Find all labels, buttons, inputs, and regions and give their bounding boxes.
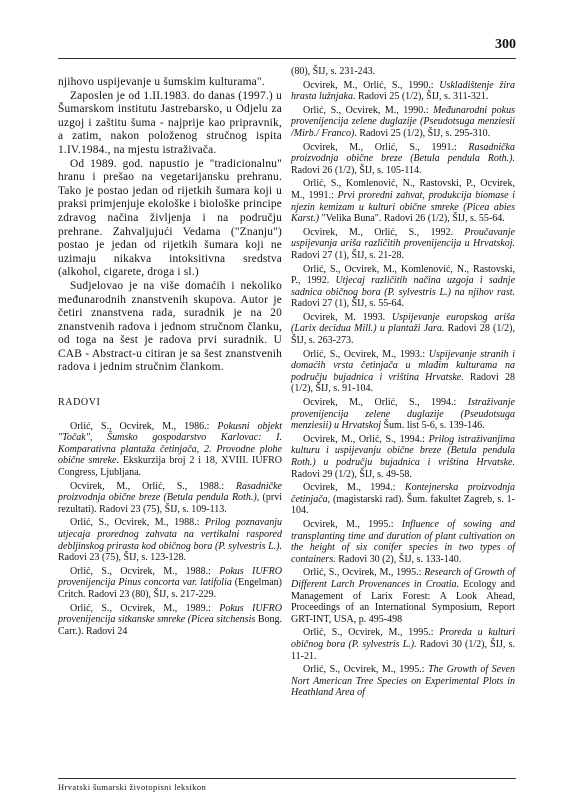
reference-author: Ocvirek, M., 1995.:: [303, 518, 402, 530]
reference-title: Prilog poznavanju utjecaja prorednog zahvata na vertikalni raspored debljinskog prirasta kod običnog bora (P. sylvestris L.).: [58, 517, 282, 552]
reference-entry: [291, 567, 515, 625]
reference-author: Ocvirek, M., Orlić, S., 1991.:: [303, 141, 469, 153]
section-heading: RADOVI: [58, 397, 101, 409]
right-column: [291, 66, 515, 699]
reference-details: Radovi 30 (1/2), ŠIJ, s. 11-21.: [291, 638, 515, 662]
reference-author: Orlić, S., Ocvirek, M., 1995.:: [303, 664, 429, 676]
reference-details: Radovi 27 (1), ŠIJ, s. 21-28.: [291, 249, 405, 261]
reference-title: Pokus IUFRO provenijencija Pinus concorta var. latifolia: [58, 565, 282, 589]
header-rule: [58, 58, 516, 59]
reference-author: Orlić, S., Ocvirek, M., 1988.:: [70, 565, 220, 577]
reference-details: Ekskurzija broj 2 i 18, XVIII. IUFRO Congress, Ljubljana.: [58, 455, 283, 479]
reference-entry: [291, 66, 515, 78]
reference-entry: [291, 349, 515, 395]
reference-author: Ocvirek, M. 1993.: [303, 311, 392, 323]
reference-author: Orlić, S., Ocvirek, M., 1990.:: [303, 104, 434, 116]
reference-details: Radovi 28 (1/2), ŠIJ, s. 91-104.: [291, 371, 515, 395]
reference-title: Pokus IUFRO provenijencija sitkanske smreke (Picea sitchensis: [58, 602, 282, 626]
reference-author: Orlić, S., Ocvirek, M., 1986.:: [70, 420, 218, 432]
left-column: [58, 76, 282, 637]
reference-details: (prvi rezultati). Radovi 23 (75), ŠIJ, s. 109-113.: [58, 492, 282, 515]
reference-details: Radovi 27 (1), ŠIJ, s. 55-64.: [291, 298, 405, 310]
reference-author: Orlić, S., Ocvirek, M., 1993.:: [303, 348, 429, 360]
bio-paragraph: Zaposlen je od 1.II.1983. do danas (1997.) u Šumarskom institutu Jastrebarsko, u Odjelu za uzgoj i zaštitu šuma - najprije kao pripravnik, a zatim, nakon položenog stručnog ispita 1.IV.1984., na mjestu istraživača.: [58, 89, 282, 156]
reference-title: Rasadničke proizvodnja obične breze (Betula pendula Roth.),: [58, 480, 282, 504]
reference-author: Orlić, S., Komlenović, N., Rastovski, P., Ocvirek, M., 1991.:: [291, 178, 515, 201]
reference-details: Radovi 28 (1/2), ŠIJ, s. 263-273.: [291, 323, 515, 347]
reference-entry: [291, 434, 515, 480]
reference-title: Istraživanje provenijencija zelene duglazije (Pseudotsuga menziesii) u Hrvatskoj: [291, 397, 515, 432]
reference-details: Radovi 25 (1/2), ŠIJ, s. 311-321.: [355, 91, 489, 103]
reference-title: Influence of sowing and transplanting time and duration of plant cultivation on the height of six conifer species in two types of containers.: [291, 518, 515, 565]
reference-details: (magistarski rad). Šum. fakultet Zagreb, s. 1-104.: [291, 493, 515, 517]
reference-title: Proučavanje uspijevanja ariša različitih provenijencija u Hrvatskoj.: [291, 226, 515, 250]
reference-details: "Velika Buna". Radovi 26 (1/2), ŠIJ, s. 55-64.: [319, 213, 505, 225]
reference-author: Ocvirek, M., 1994.:: [303, 482, 405, 494]
reference-entry: [291, 519, 515, 565]
reference-entry: [58, 566, 282, 601]
reference-title: Uspijevanje stranih i domaćih vrsta četinjača u mlađim kulturama na području bujadnica i vriština Hrvatske.: [291, 348, 515, 383]
reference-title: Proreda u kulturi običnog bora (P. sylvestris L.).: [291, 627, 515, 650]
reference-author: Orlić, S., Ocvirek, M., 1995.:: [303, 627, 440, 639]
bio-paragraph: Od 1989. god. napustio je "tradicionalnu" hranu i prešao na vegetarijansku prehranu. Tako je postao jedan od rijetkih šumara koji u praksi primjenjuje ekološke i biološke principe zdravog načina življenja i na području prehrane. Zahvaljujući Vedama ("Znanju") postao je jedan od rijetkih šumara koji ne uzimaju nikakva intoksitivna sredstva (alkohol, cigarete, droga i sl.): [58, 157, 282, 279]
reference-details: (Engelman) Critch. Radovi 23 (80), ŠIJ, s. 217-229.: [58, 577, 282, 600]
reference-author: Orlić, S., Ocvirek, M., 1988.:: [70, 517, 205, 529]
reference-entry: [291, 397, 515, 432]
reference-details: Šum. list 5-6, s. 139-146.: [381, 420, 485, 432]
page-number: 300: [495, 37, 516, 52]
reference-details: Radovi 30 (2), ŠIJ, s. 133-140.: [335, 553, 462, 565]
reference-entry: [291, 312, 515, 347]
reference-title: Rasadnička proizvodnja obične breze (Betula pendula Roth.).: [291, 141, 515, 165]
reference-title: Uskladištenje žira hrasta lužnjaka.: [291, 79, 515, 103]
bio-paragraph: njihovo uspijevanje u šumskim kulturama".: [58, 76, 265, 88]
reference-details: Radovi 25 (1/2), ŠIJ, s. 295-310.: [356, 127, 491, 139]
reference-entry: [58, 517, 282, 563]
reference-entry: [58, 603, 282, 638]
reference-entry: [291, 105, 515, 140]
reference-title: Međunarodni pokus provenijencija zelene duglazije (Pseudotsuga menziesii /Mirb./ Franco).: [291, 104, 515, 139]
reference-author: Orlić, S., Ocvirek, M., Komlenović, N., Rastovski, P., 1992.: [291, 263, 515, 287]
reference-title: The Growth of Seven Nort American Tree Species on Experimental Plots in Heathland Area of: [291, 664, 515, 699]
footer-text: Hrvatski šumarski životopisni leksikon: [58, 782, 207, 792]
reference-entry: [291, 178, 515, 224]
reference-entry: [58, 481, 282, 516]
reference-author: Ocvirek, M., Orlić, S., 1990.:: [303, 79, 440, 91]
reference-entry: [58, 421, 282, 479]
reference-entry: [291, 627, 515, 662]
reference-details: Radovi 29 (1/2), ŠIJ, s. 49-58.: [291, 468, 412, 480]
reference-title: Prvi proredni zahvat, produkcija biomase i njezin kemizam u kulturi obične smreke (Picea abies Karst.): [291, 189, 515, 225]
footer-rule: [58, 778, 516, 779]
reference-details: Radovi 26 (1/2), ŠIJ, s. 105-114.: [291, 164, 422, 176]
reference-details: Ecology and Management of Larix Forest: A Look Ahead, Proceedings of an International Symposium, Report GRT-INT, USA, p. 495-498: [291, 578, 516, 625]
reference-entry: [291, 80, 515, 103]
reference-author: Ocvirek, M., Orlić, S., 1988.:: [70, 480, 236, 492]
reference-author: Ocvirek, M., Orlić, S., 1992.: [303, 226, 465, 238]
bio-paragraph: Sudjelovao je na više domaćih i nekoliko međunarodnih znanstvenih skupova. Autor je četiri znanstvena rada, suradnik je na 20 znanstvenih radova i jednom stručnom članku, od toga na šest je radova prvi suradnik. U CAB - Abstract-u citiran je sa šest znanstvenih radova i jednim stručnim člankom.: [58, 279, 282, 374]
reference-title: Kontejnerska proizvodnja četinjača,: [291, 482, 515, 505]
reference-list: [291, 66, 515, 699]
reference-details: Radovi 23 (75), ŠIJ, s. 123-128.: [58, 552, 187, 564]
reference-title: Prilog istraživanjima kulturu i uspijevanju obične breze (Betula pendula Roth.) u području bujadnica i vriština Hrvatske.: [291, 433, 515, 468]
reference-author: Orlić, S., Ocvirek, M., 1995.:: [303, 567, 425, 579]
reference-title: Research of Growth of Different Larch Provenances in Croatia.: [291, 567, 515, 590]
reference-author: Ocvirek, M., Orlić, S., 1994.:: [303, 397, 468, 409]
reference-list: [58, 421, 282, 638]
reference-entry: [291, 482, 515, 517]
reference-author: Ocvirek, M., Orlić, S., 1994.:: [303, 433, 429, 445]
reference-title: Utjecaj različitih načina uzgoja i sadnje sadnica običnog bora (P. sylvestris L.) na njihov rast.: [291, 275, 516, 298]
reference-author: Orlić, S., Ocvirek, M., 1989.:: [70, 602, 220, 614]
reference-title: Uspijevanje europskog ariša (Larix decidua Mill.) u plantaži Jara.: [291, 311, 515, 335]
reference-entry: [291, 664, 515, 699]
reference-details: (80), ŠIJ, s. 231-243.: [291, 66, 376, 77]
reference-entry: [291, 142, 515, 177]
reference-entry: [291, 227, 515, 262]
reference-details: Bong. Carr.). Radovi 24: [58, 614, 282, 637]
reference-title: Pokusni objekt "Točak", Šumsko gospodarstvo Karlovac: I. Komparativna plantaža četinjača, 2. Provodne plohe obične smreke.: [58, 420, 282, 467]
reference-entry: [291, 264, 515, 310]
